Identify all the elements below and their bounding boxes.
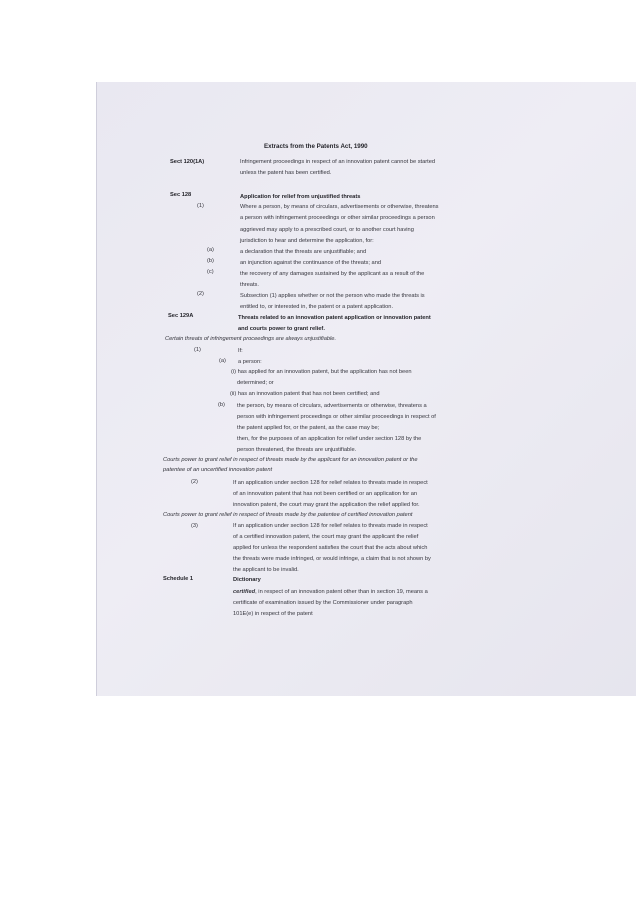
section-heading: and courts power to grant relief. — [238, 326, 325, 332]
text-line: Infringement proceedings in respect of an innovation patent cannot be started — [240, 159, 436, 165]
text-line: aggrieved may apply to a prescribed court, or to another court having — [240, 227, 414, 233]
text-line: an injunction against the continuance of the threats; and — [240, 260, 382, 266]
text-line: then, for the purposes of an application for relief under section 128 by the — [237, 436, 422, 442]
section-heading: Application for relief from unjustified threats — [240, 194, 361, 200]
text-line: a person: — [238, 359, 262, 365]
section-label: Sec 129A — [168, 313, 194, 319]
section-label: Sec 128 — [170, 192, 192, 198]
text-line: unless the patent has been certified. — [240, 170, 332, 176]
italic-note: Courts power to grant relief in respect of threats made by the applicant for an innovation patent or the — [163, 457, 418, 463]
subsection-number: (2) — [191, 479, 198, 485]
text-line: applied for unless the respondent satisfies the court that the acts about which — [233, 545, 428, 551]
text-line: innovation patent, the court may grant the application the relief applied for. — [233, 502, 420, 508]
text-line: the threats were made infringed, or would infringe, a claim that is not shown by — [233, 556, 431, 562]
document-title: Extracts from the Patents Act, 1990 — [264, 143, 368, 150]
item-number: (a) — [207, 247, 214, 253]
item-number: (a) — [219, 358, 226, 364]
subsection-number: (3) — [191, 523, 198, 529]
text-line: a declaration that the threats are unjustifiable; and — [240, 249, 367, 255]
text-line: Subsection (1) applies whether or not the person who made the threats is — [240, 293, 425, 299]
text-line: person with infringement proceedings or other similar proceedings in respect of — [237, 414, 436, 420]
text-line: the patent applied for, or the patent, as the case may be; — [237, 425, 380, 431]
text-line: entitled to, or interested in, the patent or a patent application. — [240, 304, 394, 310]
item-number: (b) — [218, 402, 225, 408]
italic-note: patentee of an uncertified innovation patent — [163, 467, 273, 473]
section-label: Schedule 1 — [163, 576, 194, 582]
item-number: (c) — [207, 269, 214, 275]
definition-line — [233, 589, 428, 596]
item-number: (b) — [207, 258, 214, 264]
subsection-number: (1) — [197, 203, 204, 209]
text-line: a person with infringement proceedings or other similar proceedings a person — [240, 215, 435, 221]
text-line: If an application under section 128 for relief relates to threats made in respect — [233, 480, 428, 486]
text-line: threats. — [240, 282, 259, 288]
italic-note: Certain threats of infringement proceedings are always unjustifiable. — [165, 336, 337, 342]
italic-note: Courts power to grant relief in respect of threats made by the patentee of certified innovation patent — [163, 512, 413, 518]
text-line: the applicant to be invalid. — [233, 567, 299, 573]
text-line: the person, by means of circulars, advertisements or otherwise, threatens a — [237, 403, 427, 409]
text-line: If an application under section 128 for relief relates to threats made in respect — [233, 523, 428, 529]
text-line: person threatened, the threats are unjustifiable. — [237, 447, 357, 453]
text-line: If: — [238, 348, 243, 354]
section-heading: Dictionary — [233, 577, 261, 583]
defined-term: certified — [233, 589, 256, 595]
section-heading: Threats related to an innovation patent application or innovation patent — [238, 315, 431, 321]
scanned-page — [97, 82, 636, 696]
text-line: , in respect of an innovation patent other than in section 19, means a — [255, 589, 428, 595]
text-line: Where a person, by means of circulars, advertisements or otherwise, threatens — [240, 204, 439, 210]
text-line: (ii) has an innovation patent that has not been certified; and — [230, 391, 380, 397]
section-label: Sect 120(1A) — [170, 159, 205, 165]
text-line: the recovery of any damages sustained by the applicant as a result of the — [240, 271, 425, 277]
text-line: (i) has applied for an innovation patent, but the application has not been — [231, 369, 412, 375]
text-line: 101E(e) in respect of the patent — [233, 611, 313, 617]
text-line: jurisdiction to hear and determine the application, for: — [240, 238, 374, 244]
text-line: of a certified innovation patent, the court may grant the applicant the relief — [233, 534, 419, 540]
text-line: certificate of examination issued by the Commissioner under paragraph — [233, 600, 413, 606]
text-line: determined; or — [237, 380, 274, 386]
text-line: of an innovation patent that has not been certified or an application for an — [233, 491, 418, 497]
subsection-number: (1) — [194, 347, 201, 353]
subsection-number: (2) — [197, 291, 204, 297]
